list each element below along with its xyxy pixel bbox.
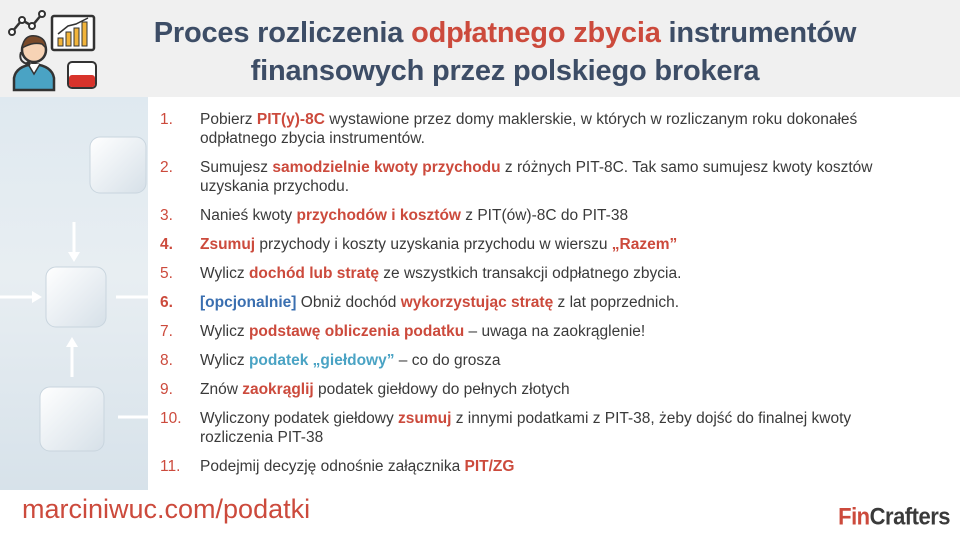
step-text: podatek giełdowy do pełnych złotych	[313, 381, 570, 398]
list-item	[160, 322, 920, 341]
title-text: Proces rozliczenia	[153, 17, 412, 49]
list-item	[160, 351, 920, 370]
step-highlight: PIT/ZG	[464, 458, 515, 475]
step-highlight: Zsumuj	[200, 236, 256, 253]
list-item	[160, 457, 920, 476]
step-highlight: zsumuj	[398, 410, 452, 427]
step-number: 7.	[160, 323, 173, 340]
step-highlight: dochód lub stratę	[248, 265, 379, 282]
list-item	[160, 110, 920, 148]
step-text: z innymi podatkami z PIT-38, żeby dojść do finalnej kwoty rozliczenia PIT-38	[200, 410, 852, 446]
step-text: wystawione przez domy maklerskie, w których w rozliczanym roku dokonałeś odpłatnego zbycia instrumentów.	[200, 111, 858, 147]
trader-with-chart-and-polish-flag-icon	[6, 6, 102, 92]
step-highlight: wykorzystując stratę	[400, 294, 554, 311]
step-text: z różnych PIT-8C. Tak samo sumujesz kwoty kosztów uzyskania przychodu.	[200, 159, 873, 195]
step-highlight: podatek „giełdowy”	[248, 352, 395, 369]
title-text: instrumentów finansowych przez polskiego brokera	[250, 17, 857, 87]
cubes-with-arrows-illustration	[0, 97, 148, 490]
list-item	[160, 264, 920, 283]
step-text: – uwaga na zaokrąglenie!	[464, 323, 646, 340]
list-item	[160, 158, 920, 196]
step-number: 3.	[160, 207, 173, 224]
list-item	[160, 293, 920, 312]
step-text: przychody i koszty uzyskania przychodu w wierszu	[255, 236, 612, 253]
step-number: 6.	[160, 294, 173, 311]
step-number: 2.	[160, 159, 173, 176]
brand-fin: Fin	[838, 502, 870, 531]
step-number: 9.	[160, 381, 173, 398]
side-illustration	[0, 97, 148, 490]
step-text: z PIT(ów)-8C do PIT-38	[460, 207, 629, 224]
step-number: 4.	[160, 236, 173, 253]
list-item	[160, 235, 920, 254]
step-text: Wylicz	[200, 352, 249, 369]
list-item	[160, 206, 920, 225]
step-text: – co do grosza	[394, 352, 501, 369]
step-highlight: podstawę obliczenia podatku	[248, 323, 465, 340]
step-highlight: zaokrąglij	[242, 381, 314, 398]
process-steps-list	[160, 110, 920, 486]
step-text: Obniż dochód	[296, 294, 401, 311]
step-highlight: przychodów i kosztów	[296, 207, 461, 224]
page-title	[110, 14, 900, 90]
step-text: Wylicz	[200, 323, 249, 340]
step-text: Wyliczony podatek giełdowy	[200, 410, 399, 427]
step-number: 8.	[160, 352, 173, 369]
step-highlight: samodzielnie kwoty przychodu	[272, 159, 501, 176]
fincrafters-logo	[838, 503, 950, 532]
footer-url-link[interactable]: marciniwuc.com/podatki	[22, 494, 311, 524]
step-text: Nanieś kwoty	[200, 207, 297, 224]
step-text: Podejmij decyzję odnośnie załącznika	[200, 458, 465, 475]
step-text: z lat poprzednich.	[553, 294, 680, 311]
step-number: 11.	[160, 458, 181, 475]
step-text: Pobierz	[200, 111, 257, 128]
step-text: Wylicz	[200, 265, 249, 282]
title-accent: odpłatnego zbycia	[411, 17, 661, 49]
step-number: 5.	[160, 265, 173, 282]
step-text: ze wszystkich transakcji odpłatnego zbycia.	[378, 265, 682, 282]
step-text: Sumujesz	[200, 159, 273, 176]
step-text: Znów	[200, 381, 243, 398]
step-highlight: PIT(y)-8C	[256, 111, 325, 128]
step-number: 1.	[160, 111, 173, 128]
step-number: 10.	[160, 410, 182, 427]
step-highlight: „Razem”	[611, 236, 678, 253]
list-item	[160, 409, 920, 447]
step-highlight: [opcjonalnie]	[200, 294, 297, 311]
list-item	[160, 380, 920, 399]
brand-rest: Crafters	[869, 502, 950, 531]
